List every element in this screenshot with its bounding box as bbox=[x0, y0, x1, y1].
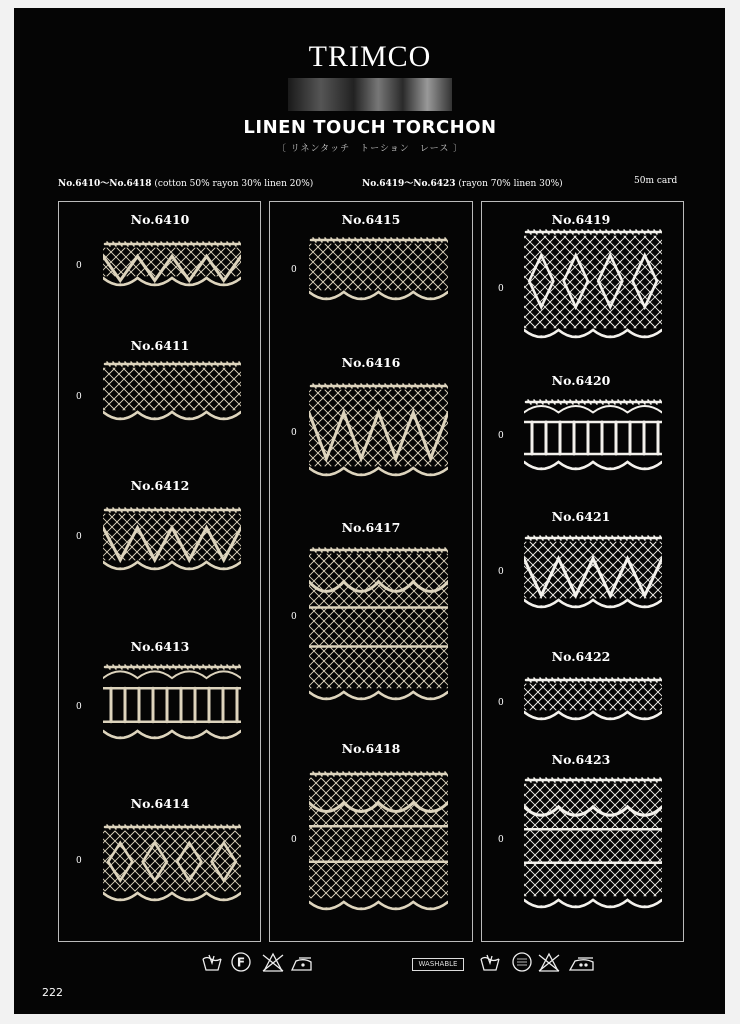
item-number: No.6413 bbox=[130, 639, 190, 654]
spec-left-range: No.6410～No.6418 bbox=[58, 179, 152, 189]
item-number: No.6418 bbox=[341, 741, 401, 756]
item-price: 0 bbox=[76, 532, 82, 542]
item-number: No.6417 bbox=[341, 520, 401, 535]
lace-swatch-image bbox=[103, 663, 241, 747]
item-price: 0 bbox=[498, 567, 504, 577]
lace-swatch-image bbox=[309, 236, 448, 308]
spec-mid bbox=[362, 176, 563, 189]
page-number: 222 bbox=[42, 986, 63, 999]
item-price: 0 bbox=[291, 265, 297, 275]
item-price: 0 bbox=[498, 835, 504, 845]
item-number: No.6410 bbox=[130, 212, 190, 227]
item-price: 0 bbox=[76, 702, 82, 712]
spec-mid-composition: (rayon 70% linen 30%) bbox=[458, 179, 563, 189]
item-number: No.6423 bbox=[551, 752, 611, 767]
lace-swatch-image bbox=[309, 546, 448, 708]
item-price: 0 bbox=[76, 856, 82, 866]
page-title: LINEN TOUCH TORCHON bbox=[243, 117, 497, 138]
brand-logo: TRIMCO bbox=[308, 40, 432, 73]
iron-icon bbox=[570, 958, 593, 970]
dry-clean-f-icon bbox=[232, 953, 250, 971]
item-price: 0 bbox=[291, 612, 297, 622]
lace-swatch-image bbox=[103, 360, 241, 428]
lace-swatch-image bbox=[524, 398, 662, 478]
lace-swatch-image bbox=[309, 382, 448, 484]
item-number: No.6422 bbox=[551, 649, 611, 664]
hand-wash-icon bbox=[481, 955, 499, 970]
hand-wash-icon bbox=[203, 955, 221, 970]
lace-swatch-image bbox=[103, 240, 241, 294]
item-number: No.6419 bbox=[551, 212, 611, 227]
item-price: 0 bbox=[498, 284, 504, 294]
page-subtitle: 〔 リネンタッチ トーション レース 〕 bbox=[276, 144, 464, 154]
item-number: No.6414 bbox=[130, 796, 190, 811]
no-bleach-icon bbox=[539, 954, 559, 971]
item-number: No.6412 bbox=[130, 478, 190, 493]
brand-banner-image bbox=[288, 78, 452, 111]
item-price: 0 bbox=[498, 698, 504, 708]
spec-card: 50m card bbox=[634, 176, 678, 186]
care-icons-right bbox=[478, 950, 598, 978]
item-number: No.6416 bbox=[341, 355, 401, 370]
lace-swatch-image bbox=[524, 776, 662, 916]
no-bleach-icon bbox=[263, 954, 283, 971]
item-price: 0 bbox=[76, 392, 82, 402]
item-number: No.6420 bbox=[551, 373, 611, 388]
item-number: No.6421 bbox=[551, 509, 611, 524]
lace-swatch-image bbox=[524, 228, 662, 346]
lace-swatch-image bbox=[103, 506, 241, 578]
item-price: 0 bbox=[291, 835, 297, 845]
washable-badge: WASHABLE bbox=[412, 958, 464, 971]
item-price: 0 bbox=[498, 431, 504, 441]
lace-swatch-image bbox=[309, 770, 448, 918]
iron-icon bbox=[292, 958, 311, 970]
care-icons-left bbox=[200, 950, 312, 978]
lace-swatch-image bbox=[524, 676, 662, 728]
spec-left-composition: (cotton 50% rayon 30% linen 20%) bbox=[154, 179, 314, 189]
lace-swatch-image bbox=[103, 823, 241, 909]
spec-left bbox=[58, 176, 313, 189]
item-price: 0 bbox=[76, 261, 82, 271]
item-price: 0 bbox=[291, 428, 297, 438]
spec-mid-range: No.6419～No.6423 bbox=[362, 179, 456, 189]
lace-swatch-image bbox=[524, 534, 662, 616]
dry-clean-icon bbox=[513, 953, 531, 971]
item-number: No.6415 bbox=[341, 212, 401, 227]
svg-text:F: F bbox=[236, 955, 246, 970]
item-number: No.6411 bbox=[130, 338, 190, 353]
